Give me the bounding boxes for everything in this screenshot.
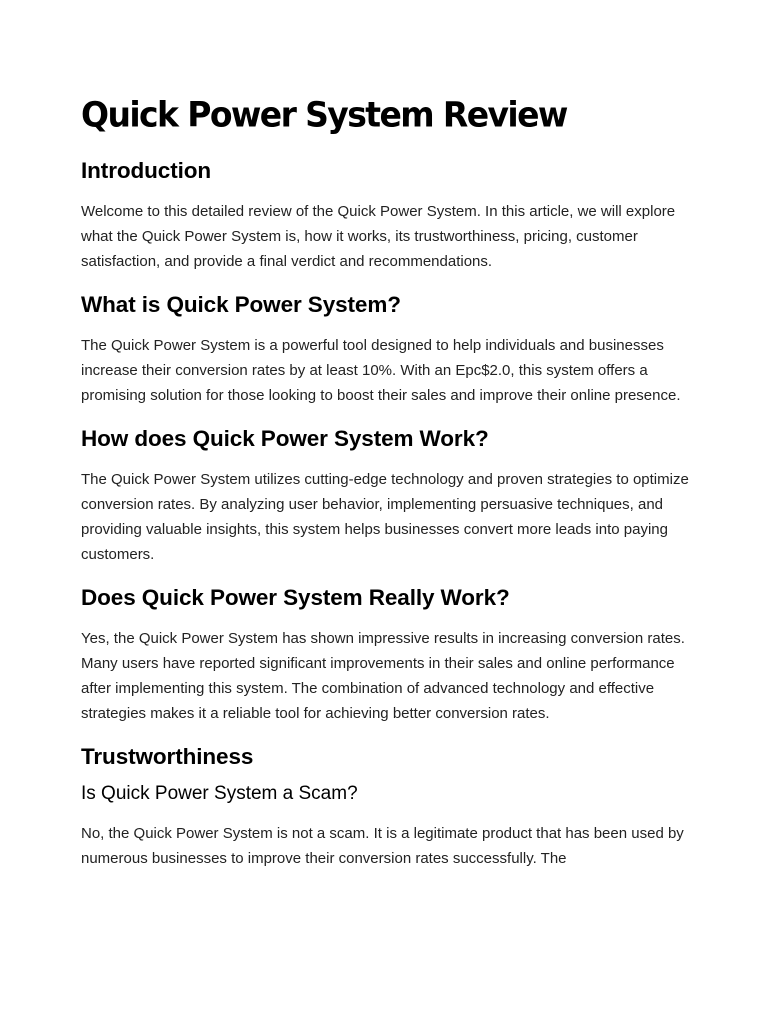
document-title: Quick Power System Review xyxy=(81,94,567,135)
section-heading-how-it-works: How does Quick Power System Work? xyxy=(81,426,489,451)
section-heading-what-is: What is Quick Power System? xyxy=(81,292,401,317)
section-heading-trustworthiness: Trustworthiness xyxy=(81,744,254,769)
section-body-how-it-works: The Quick Power System utilizes cutting-edge technology and proven strategies to optimize conversion rates. By analyzing user behavior, implementing persuasive techniques, and providing valuable insights, this system helps businesses convert more leads into paying customers. xyxy=(81,471,689,563)
section-body-does-it-work: Yes, the Quick Power System has shown impressive results in increasing conversion rates. Many users have reported significant improvements in their sales and online performance after implementing this system. The combination of advanced technology and effective strategies makes it a reliable tool for achieving better conversion rates. xyxy=(81,630,685,722)
section-body-introduction: Welcome to this detailed review of the Quick Power System. In this article, we will explore what the Quick Power System is, how it works, its trustworthiness, pricing, customer satisfaction, and provide a final verdict and recommendations. xyxy=(81,203,676,270)
section-heading-introduction: Introduction xyxy=(81,158,212,183)
subsection-body-is-scam: No, the Quick Power System is not a scam. It is a legitimate product that has been used by numerous businesses to improve their conversion rates successfully. The xyxy=(81,825,684,867)
document-page xyxy=(81,94,693,887)
section-body-what-is: The Quick Power System is a powerful tool designed to help individuals and businesses increase their conversion rates by at least 10%. With an Epc$2.0, this system offers a promising solution for those looking to boost their sales and improve their online presence. xyxy=(81,337,681,404)
section-heading-does-it-work: Does Quick Power System Really Work? xyxy=(81,585,510,610)
subsection-heading-is-scam: Is Quick Power System a Scam? xyxy=(81,783,358,804)
